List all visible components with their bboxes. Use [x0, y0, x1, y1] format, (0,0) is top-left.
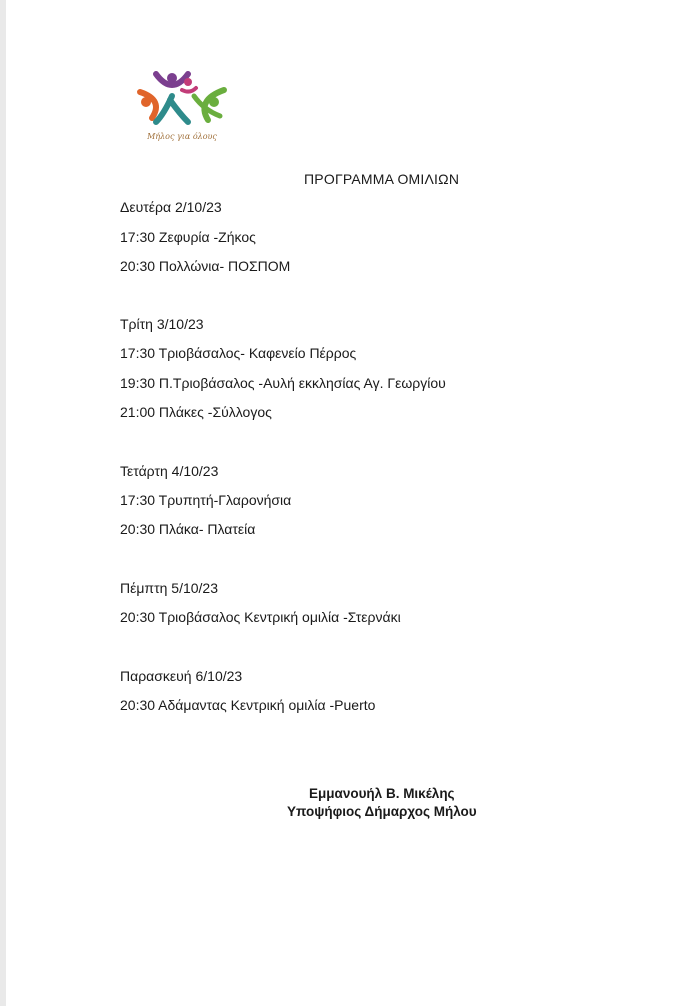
campaign-logo: [134, 70, 230, 148]
event-line: 17:30 Τρυπητή-Γλαρονήσια: [120, 492, 292, 508]
event-line: 20:30 Αδάμαντας Κεντρική ομιλία -Puerto: [120, 697, 376, 713]
event-line: 17:30 Τριοβάσαλος- Καφενείο Πέρρος: [120, 345, 357, 361]
people-logo-icon: [134, 70, 230, 132]
event-line: 20:30 Τριοβάσαλος Κεντρική ομιλία -Στερνάκι: [120, 609, 401, 625]
event-line: 19:30 Π.Τριοβάσαλος -Αυλή εκκλησίας Αγ. Γεωργίου: [120, 375, 446, 391]
document-page: [6, 0, 700, 1006]
event-line: 20:30 Πολλώνια- ΠΟΣΠΟΜ: [120, 258, 291, 274]
day-heading-monday: Δευτέρα 2/10/23: [120, 199, 222, 215]
logo-caption: Μήλος για όλους: [147, 132, 217, 141]
signature-name: Εμμανουήλ Β. Μικέλης: [309, 786, 455, 801]
page-title: ΠΡΟΓΡΑΜΜΑ ΟΜΙΛΙΩΝ: [304, 171, 460, 187]
day-heading-tuesday: Τρίτη 3/10/23: [120, 316, 204, 332]
event-line: 21:00 Πλάκες -Σύλλογος: [120, 404, 272, 420]
event-line: 17:30 Ζεφυρία -Ζήκος: [120, 229, 256, 245]
day-heading-friday: Παρασκευή 6/10/23: [120, 668, 243, 684]
signature-role: Υποψήφιος Δήμαρχος Μήλου: [287, 804, 477, 819]
day-heading-thursday: Πέμπτη 5/10/23: [120, 580, 218, 596]
day-heading-wednesday: Τετάρτη 4/10/23: [120, 463, 219, 479]
event-line: 20:30 Πλάκα- Πλατεία: [120, 521, 256, 537]
